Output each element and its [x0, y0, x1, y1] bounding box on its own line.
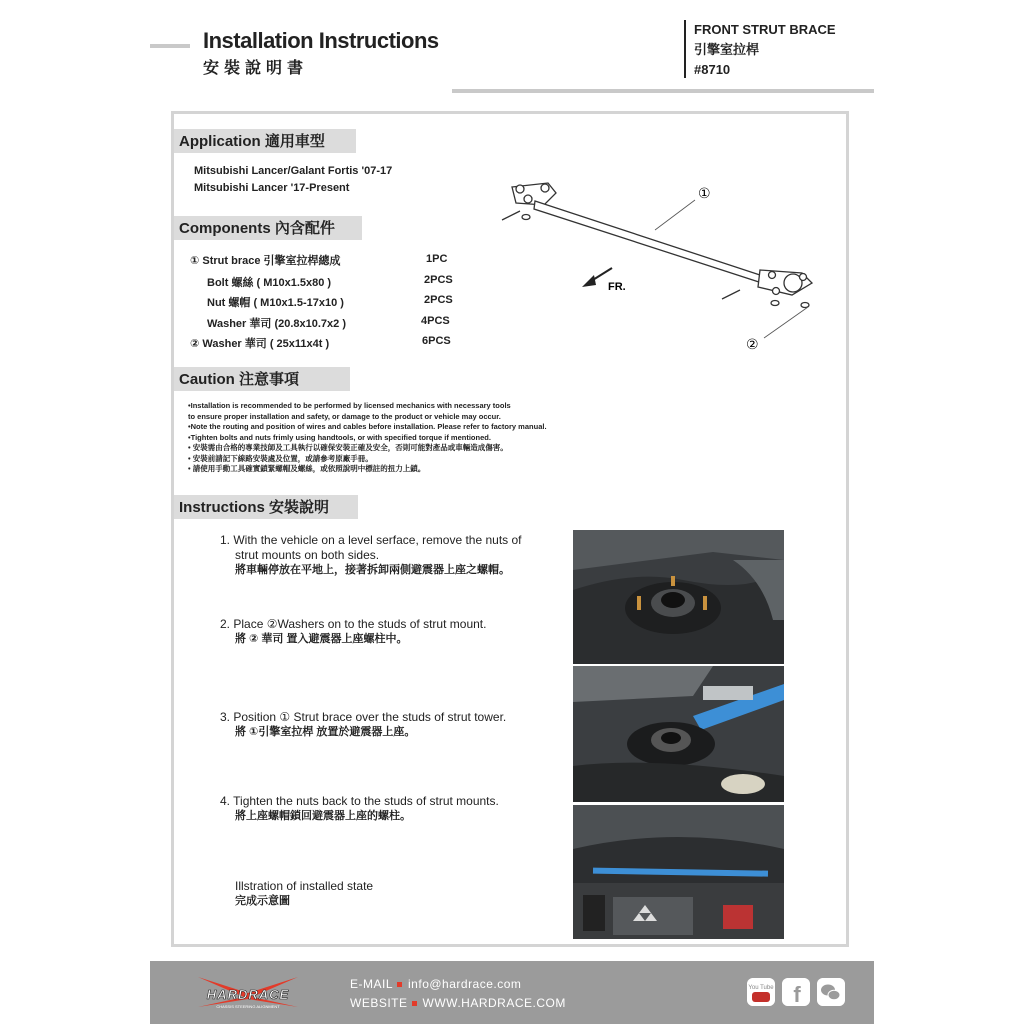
product-name-zh: 引擎室拉桿: [694, 42, 760, 57]
footer-bar: [150, 961, 874, 1024]
product-name: FRONT STRUT BRACE: [694, 22, 836, 37]
leader-line-2: [764, 307, 808, 338]
instruction-step-3: 3. Position ① Strut brace over the studs of strut tower. 將 ①引擎室拉桿 放置於避震器上座。: [220, 710, 507, 738]
section-caution-title: Caution: [179, 371, 235, 388]
caution-line: •Installation is recommended to be performed by licensed mechanics with necessary tools: [188, 401, 511, 410]
website-link[interactable]: WWW.HARDRACE.COM: [422, 996, 566, 1010]
page-title-zh: 安裝說明書: [203, 58, 309, 77]
section-caution-title-zh: 注意事項: [239, 370, 300, 388]
vehicle-item: Mitsubishi Lancer '17-Present: [194, 182, 350, 194]
component-item: ② Washer 華司 ( 25x11x4t ): [190, 338, 330, 350]
strut-brace-diagram: [490, 175, 830, 355]
caution-line: • 安裝需由合格的專業技師及工具執行以確保安裝正確及安全，否則可能對產品或車輛造成傷害。: [188, 443, 508, 452]
email-link[interactable]: info@hardrace.com: [408, 977, 522, 991]
left-washer: [522, 215, 530, 220]
caution-list: [188, 401, 547, 475]
photo-strut-mount-studs: [573, 530, 784, 664]
svg-text:You Tube: You Tube: [748, 985, 774, 991]
instruction-step-2: 2. Place ②Washers on to the studs of strut mount. 將 ② 華司 置入避震器上座螺柱中。: [220, 617, 487, 645]
component-item: Bolt 螺絲 ( M10x1.5x80 ): [207, 277, 332, 289]
hardrace-logo: [178, 975, 318, 1009]
right-washer: [771, 301, 779, 306]
section-instructions-title: Instructions: [179, 499, 265, 516]
facebook-icon[interactable]: [782, 978, 810, 1006]
youtube-icon[interactable]: [747, 978, 775, 1006]
mount-hole: [773, 288, 780, 295]
wechat-icon[interactable]: [817, 978, 845, 1006]
instruction-step-1: 1. With the vehicle on a level serface, remove the nuts of strut mounts on both sides. 將車輛停放在平地上，接著拆卸兩側避震器上座之螺帽。: [220, 533, 522, 576]
component-item: ① Strut brace 引擎室拉桿總成: [190, 255, 341, 267]
caution-line: •Note the routing and position of wires and cables before installation. Please refer to factory manual.: [188, 422, 547, 431]
mount-hole: [524, 195, 532, 203]
component-qty: 4PCS: [421, 315, 450, 327]
mount-hole: [516, 185, 524, 193]
page-title: Installation Instructions: [203, 28, 439, 53]
diagram-label-1: ①: [698, 186, 711, 202]
mount-hole: [800, 274, 807, 281]
component-qty: 2PCS: [424, 274, 453, 286]
component-qty: 1PC: [426, 253, 448, 265]
component-qty: 6PCS: [422, 335, 451, 347]
section-instructions: [174, 495, 358, 519]
caution-line: • 安裝前請記下線路安裝處及位置，或請參考原廠手冊。: [188, 453, 373, 463]
section-caution: [174, 367, 350, 391]
component-item: Washer 華司 (20.8x10.7x2 ): [207, 318, 346, 330]
header-divider: [684, 20, 686, 78]
section-components-title: Components: [179, 220, 271, 237]
product-info: [694, 20, 836, 80]
section-components-title-zh: 內含配件: [274, 219, 335, 237]
caution-line: to ensure proper installation and safety, or damage to the product or vehicle may occur.: [188, 411, 501, 421]
section-application-title-zh: 適用車型: [264, 132, 325, 150]
section-instructions-title-zh: 安裝說明: [269, 498, 330, 516]
brace-bar: [534, 201, 762, 283]
diagram-label-2: ②: [746, 337, 759, 353]
vehicle-list: [194, 163, 392, 197]
contact-info: [350, 975, 566, 1013]
front-direction-label: FR.: [608, 281, 626, 293]
website-label: WEBSITE: [350, 996, 408, 1010]
svg-text:CHASSIS STEERING ALIGNMENT: CHASSIS STEERING ALIGNMENT: [216, 1004, 280, 1009]
leader-line-1: [655, 200, 695, 230]
right-bolt: [722, 290, 740, 299]
section-components: [174, 216, 362, 240]
mount-hole: [541, 184, 549, 192]
illustration-caption: Illstration of installed state 完成示意圖: [235, 879, 374, 907]
mount-hole: [769, 272, 776, 279]
component-item: Nut 螺帽 ( M10x1.5-17x10 ): [207, 297, 344, 309]
photo-washers-placed: [573, 666, 784, 802]
svg-text:HARDRACE: HARDRACE: [206, 987, 290, 1002]
caution-line: • 請使用手動工具確實鎖緊螺帽及螺絲，或依照說明中標註的扭力上鎖。: [188, 464, 426, 473]
instruction-step-4: 4. Tighten the nuts back to the studs of strut mounts. 將上座螺帽鎖回避震器上座的螺柱。: [220, 794, 499, 822]
vehicle-item: Mitsubishi Lancer/Galant Fortis '07-17: [194, 165, 393, 177]
section-application-title: Application: [179, 133, 261, 150]
email-label: E-MAIL: [350, 977, 394, 991]
photo-installed-state: [573, 805, 784, 939]
product-code: #8710: [694, 62, 731, 77]
component-qty: 2PCS: [424, 294, 453, 306]
caution-line: •Tighten bolts and nuts frimly using handtools, or with specified torque if mentioned.: [188, 432, 491, 442]
section-application: [174, 129, 356, 153]
header-rule-left: [150, 44, 190, 48]
left-bolt: [502, 211, 520, 220]
svg-text:f: f: [793, 982, 801, 1006]
header-rule-right: [452, 89, 874, 93]
